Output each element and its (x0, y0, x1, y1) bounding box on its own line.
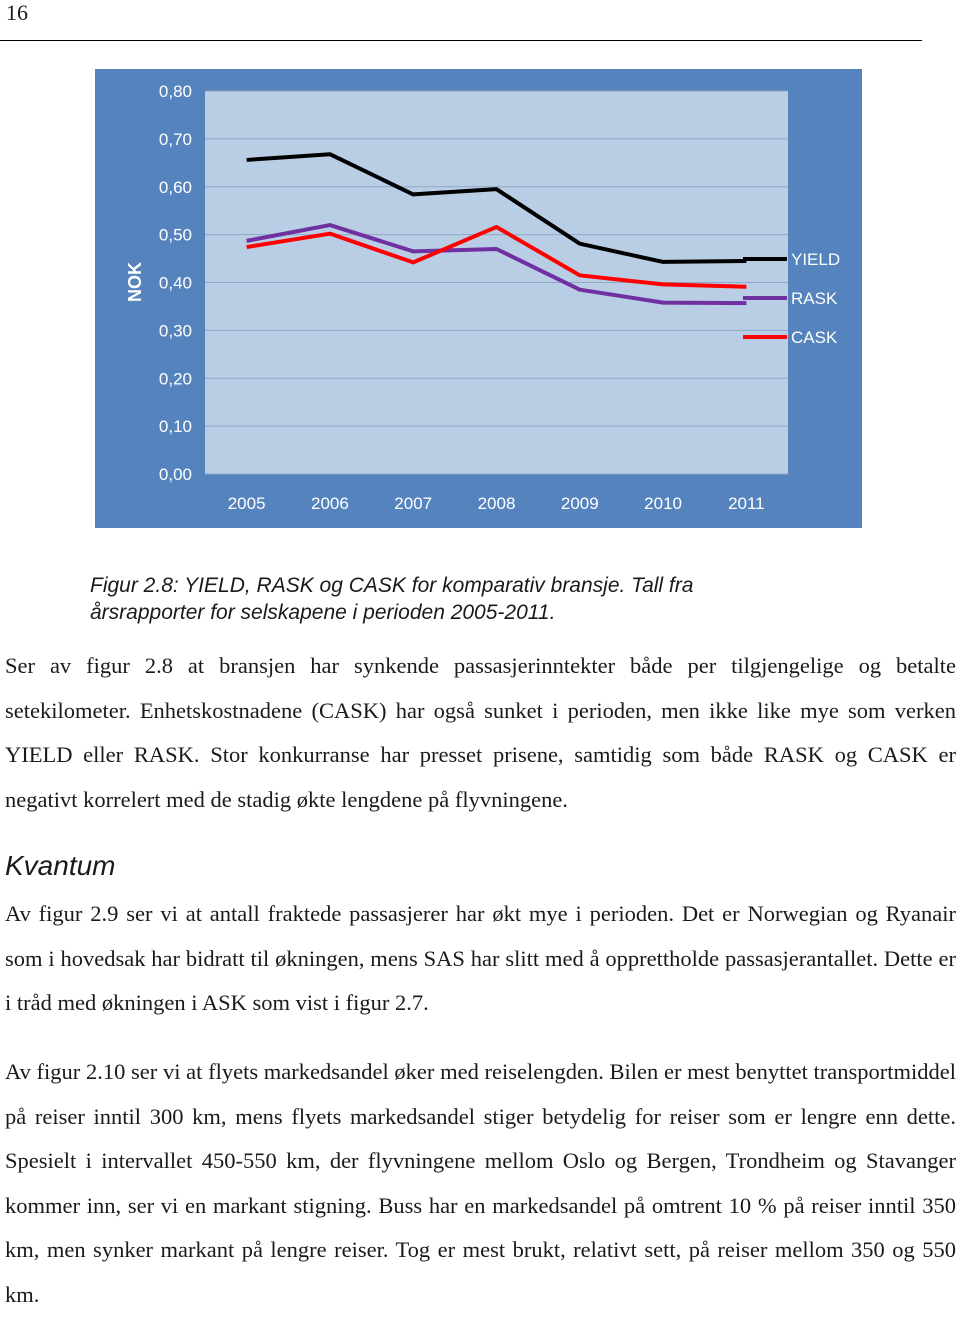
page-number: 16 (6, 0, 28, 25)
figure-caption (90, 572, 870, 626)
chart-svg (95, 69, 862, 528)
y-tick-label: 0,70 (158, 129, 192, 149)
y-tick-label: 0,20 (158, 369, 192, 389)
y-tick-label: 0,00 (158, 465, 192, 484)
section-heading: Kvantum (5, 850, 116, 881)
y-tick-label: 0,80 (158, 82, 192, 101)
x-tick-label: 2010 (644, 494, 682, 513)
caption-line-1: Figur 2.8: YIELD, RASK og CASK for komparativ bransje. Tall fra (90, 574, 694, 597)
x-tick-label: 2005 (227, 494, 266, 513)
y-axis-label: NOK (125, 262, 145, 302)
y-tick-label: 0,10 (158, 417, 192, 437)
x-tick-label: 2007 (394, 494, 433, 513)
header-rule (0, 40, 922, 41)
line-chart (95, 69, 862, 528)
paragraph-1: Ser av figur 2.8 at bransjen har synkende passasjerinntekter både per tilgjengelige og betalte setekilometer. Enhetskostnadene (CASK) har også sunket i perioden, men ikke like mye som verken YIELD eller RASK. Stor konkurranse har presset prisene, samtidig som både RASK og CASK er negativt korrelert med de stadig økte lengdene på flyvningene. (5, 653, 956, 812)
x-tick-label: 2006 (311, 494, 349, 513)
x-tick-label: 2009 (560, 494, 599, 513)
y-tick-label: 0,60 (158, 177, 192, 197)
paragraph-3: Av figur 2.10 ser vi at flyets markedsandel øker med reiselengden. Bilen er mest benyttet transportmiddel på reiser inntil 300 km, mens flyets markedsandel stiger betydelig for reiser som er lengre enn dette. Spesielt i intervallet 450-550 km, der flyvningene mellom Oslo og Bergen, Trondheim og Stavanger kommer inn, ser vi en markant stigning. Buss har en markedsandel på omtrent 10 % på reiser inntil 350 km, men synker markant på lengre reiser. Tog er mest brukt, relativt sett, på reiser mellom 350 og 550 km. (5, 1059, 956, 1307)
x-tick-label: 2011 (728, 494, 765, 513)
legend-label-yield: YIELD (791, 250, 841, 269)
legend-label-cask: CASK (791, 328, 838, 347)
caption-line-2: årsrapporter for selskapene i perioden 2005-2011. (90, 601, 556, 624)
y-tick-label: 0,50 (158, 225, 192, 245)
y-tick-label: 0,40 (158, 273, 192, 293)
y-tick-label: 0,30 (158, 321, 192, 341)
x-tick-label: 2008 (477, 494, 516, 513)
legend-label-rask: RASK (791, 289, 838, 308)
paragraph-2: Av figur 2.9 ser vi at antall fraktede passasjerer har økt mye i perioden. Det er Norwegian og Ryanair som i hovedsak har bidratt til økningen, mens SAS har slitt med å opprettholde passasjerantallet. Dette er i tråd med økningen i ASK som vist i figur 2.7. (5, 901, 956, 1015)
